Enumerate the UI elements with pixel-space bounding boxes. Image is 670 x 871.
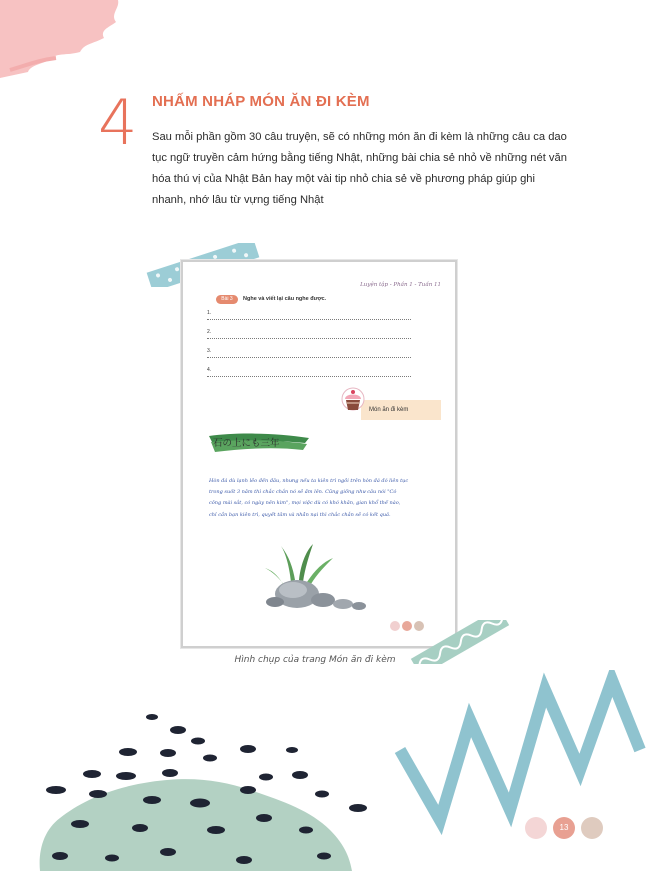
page-number: 13 [559, 823, 569, 832]
japanese-proverb: 石の上にも三年 [213, 438, 280, 449]
rocks-illustration [263, 542, 373, 614]
proverb-story: Hòn đá dù lạnh lẽo đến đâu, nhưng nếu ta kiên trì ngồi trên hòn đá đó liên tục trong suốt 3 năm thì chắc chắn nó sẽ ấm lên. Cũng giống như câu nói "Có công mài sắt, có ngày nên kim", mọi việc dù có khó khăn, gian khổ thế nào, chỉ cần bạn kiên trì, quyết tâm và nhẫn nại thì chắc chắn sẽ có kết quả. [209, 478, 409, 518]
image-caption: Hình chụp của trang Món ăn đi kèm [234, 655, 396, 665]
section-title: NHẤM NHÁP MÓN ĂN ĐI KÈM [152, 93, 370, 110]
pink-brush-decoration [0, 0, 130, 90]
cupcake-icon [340, 386, 366, 422]
answer-line: 2. [207, 329, 411, 339]
section-intro: Sau mỗi phần gồm 30 câu truyện, sẽ có những món ăn đi kèm là những câu ca dao tục ngữ truyền cảm hứng bằng tiếng Nhật, những bài chia sẻ nhỏ về những nét văn hóa thú vị của Nhật Bản hay một vài tip nhỏ chia sẻ về phương pháp giúp ghi nhanh, nhớ lâu từ vựng tiếng Nhật [152, 131, 567, 206]
answer-line: 1. [207, 310, 411, 320]
answer-line: 4. [207, 367, 411, 377]
exercise-badge: Bài 3 [216, 295, 238, 304]
answer-line: 3. [207, 348, 411, 358]
page-screenshot [181, 260, 457, 648]
bottom-decoration [0, 670, 670, 871]
side-label: Món ăn đi kèm [369, 407, 409, 413]
section-number: 4 [98, 86, 138, 159]
running-head: Luyện tập - Phần 1 - Tuần 11 [360, 282, 441, 288]
exercise-title: Nghe và viết lại câu nghe được. [243, 296, 327, 302]
